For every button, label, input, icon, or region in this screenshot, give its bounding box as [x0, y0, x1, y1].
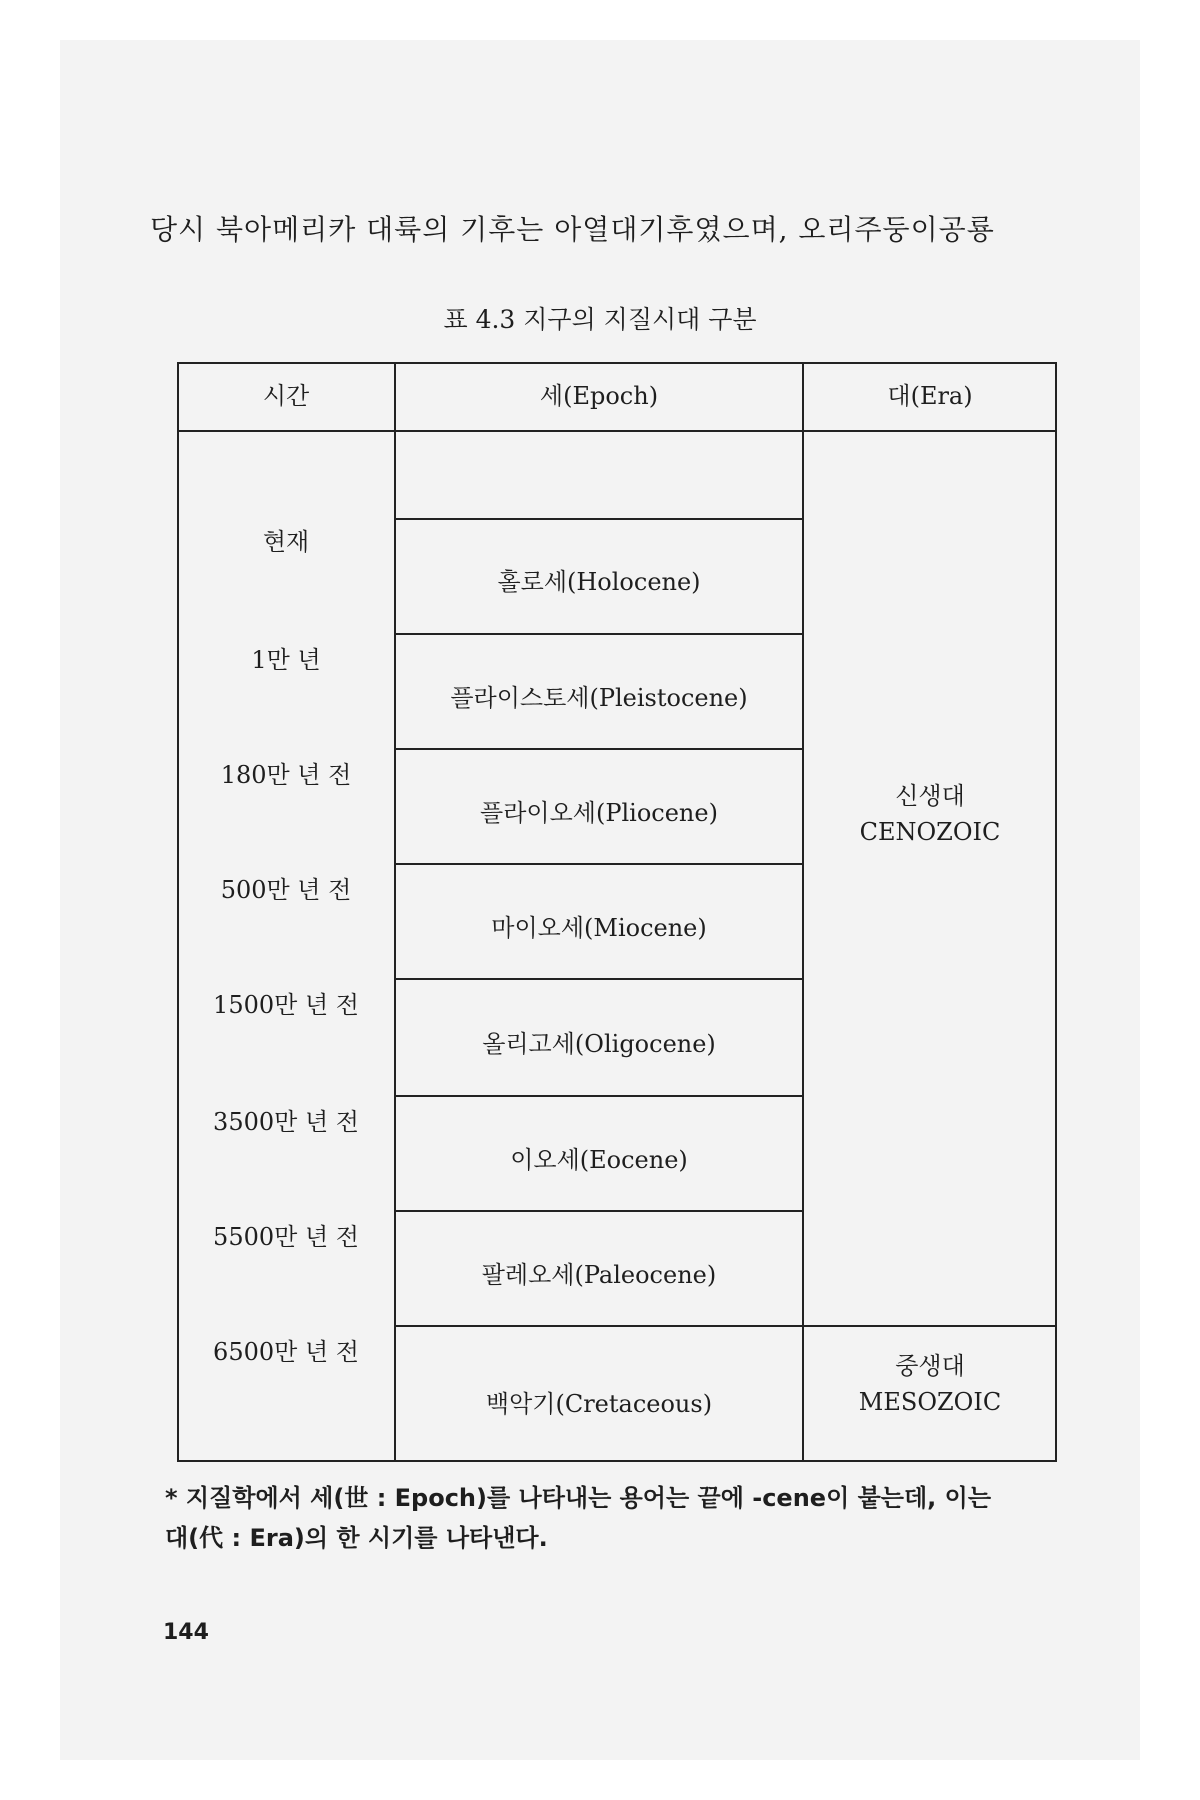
header-epoch: 세(Epoch) — [539, 382, 659, 410]
epoch-row-divider — [395, 1095, 803, 1097]
table-caption: 표 4.3 지구의 지질시대 구분 — [443, 305, 757, 334]
time-label: 5500만 년 전 — [213, 1223, 359, 1251]
epoch-cell: 백악기(Cretaceous) — [485, 1390, 713, 1418]
time-label: 6500만 년 전 — [213, 1338, 359, 1366]
time-label: 500만 년 전 — [220, 876, 352, 904]
era-cell-cenozoic — [803, 778, 1057, 850]
epoch-cell: 플라이스토세(Pleistocene) — [450, 684, 748, 712]
time-label: 1500만 년 전 — [213, 991, 359, 1019]
era-korean: 중생대 — [895, 1352, 965, 1380]
era-korean: 신생대 — [895, 782, 965, 810]
time-label: 현재 — [262, 528, 310, 556]
time-label: 1만 년 — [251, 646, 321, 674]
time-label: 180만 년 전 — [220, 761, 352, 789]
body-text-line: 당시 북아메리카 대륙의 기후는 아열대기후였으며, 오리주둥이공룡 — [150, 213, 995, 246]
epoch-row-divider — [395, 633, 803, 635]
footnote-line: 대(代 : Era)의 한 시기를 나타낸다. — [165, 1524, 548, 1552]
era-boundary-divider — [395, 1325, 1057, 1327]
epoch-row-divider — [395, 863, 803, 865]
header-era: 대(Era) — [887, 382, 973, 410]
footnote — [165, 1478, 1065, 1558]
page-number: 144 — [163, 1620, 209, 1645]
epoch-row-divider — [395, 748, 803, 750]
epoch-row-divider — [395, 1210, 803, 1212]
epoch-cell: 플라이오세(Pliocene) — [480, 799, 718, 827]
header-time: 시간 — [262, 382, 310, 410]
epoch-cell: 마이오세(Miocene) — [491, 914, 707, 942]
epoch-cell: 이오세(Eocene) — [510, 1146, 688, 1174]
era-cell-mesozoic — [803, 1348, 1057, 1420]
header-divider — [177, 430, 1057, 432]
era-english: MESOZOIC — [858, 1388, 1002, 1416]
epoch-cell: 팔레오세(Paleocene) — [481, 1261, 717, 1289]
epoch-row-divider — [395, 518, 803, 520]
footnote-line: * 지질학에서 세(世 : Epoch)를 나타내는 용어는 끝에 -cene이 붙는데, 이는 — [165, 1484, 992, 1512]
epoch-cell: 홀로세(Holocene) — [497, 568, 701, 596]
time-label: 3500만 년 전 — [213, 1108, 359, 1136]
epoch-row-divider — [395, 978, 803, 980]
epoch-cell: 올리고세(Oligocene) — [482, 1030, 716, 1058]
era-english: CENOZOIC — [859, 818, 1001, 846]
